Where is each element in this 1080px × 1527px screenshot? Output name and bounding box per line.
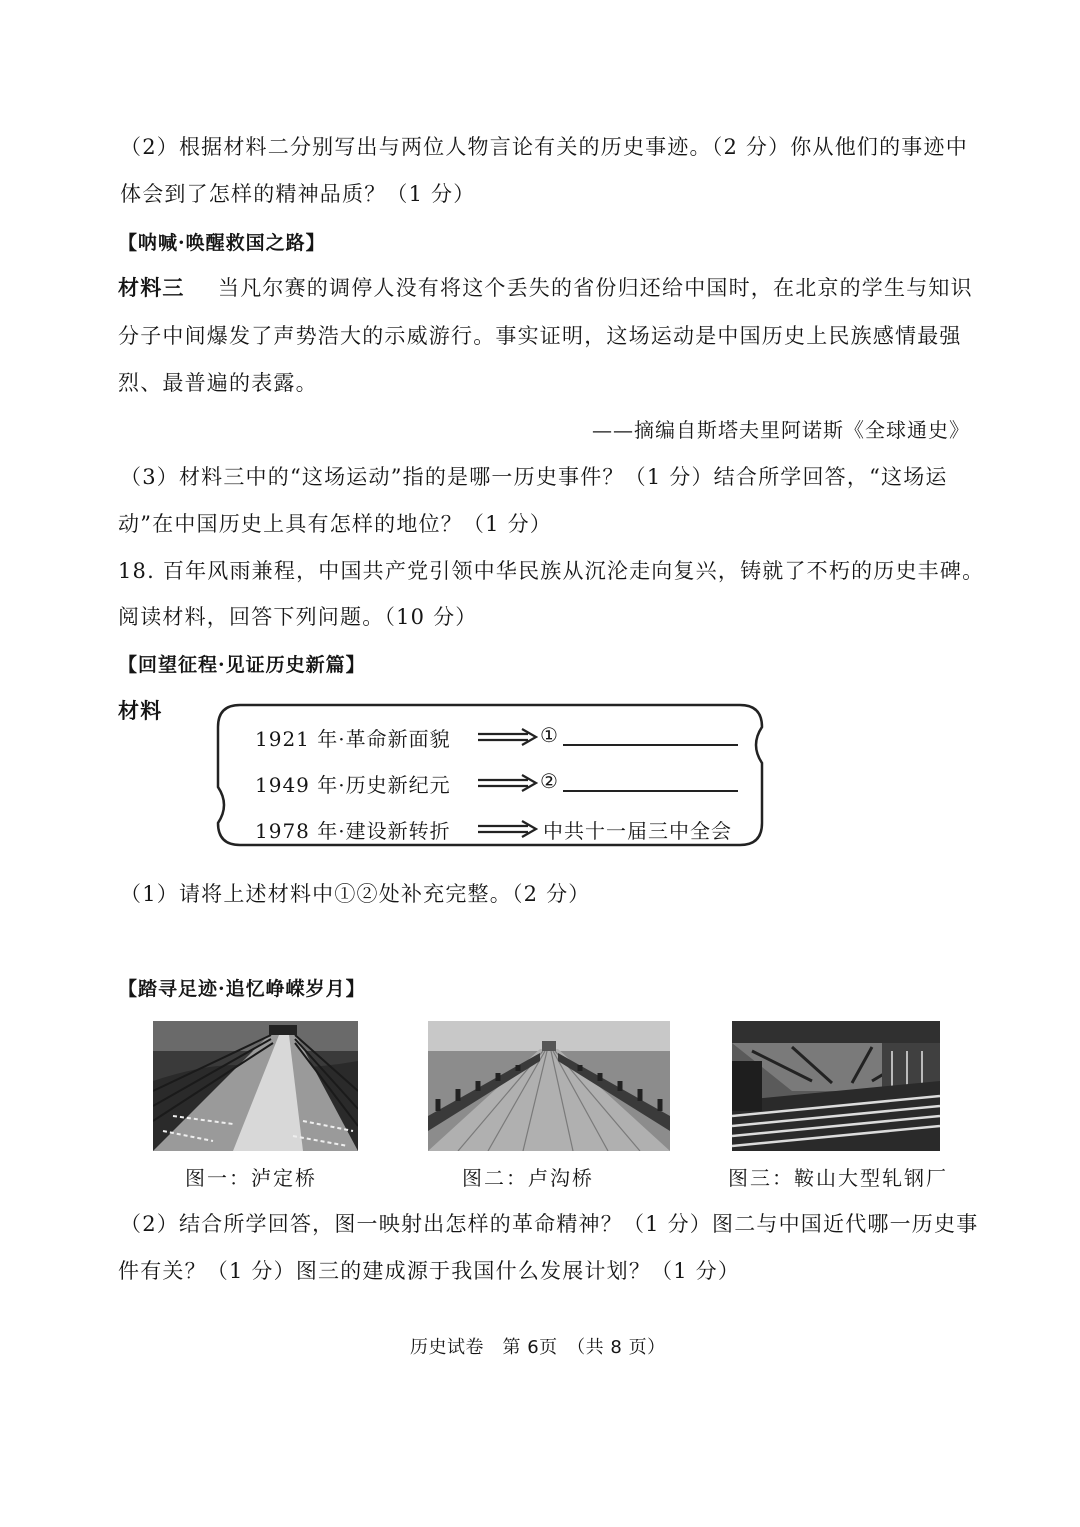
double-arrow-icon xyxy=(476,728,538,746)
answer-blank-line-1 xyxy=(563,744,738,746)
timeline-label: 1978 年·建设新转折 xyxy=(255,819,451,843)
section-title-tasun: 【踏寻足迹·追忆峥嵘岁月】 xyxy=(118,978,366,1000)
answer-blank-line-2 xyxy=(563,790,738,792)
figure3-anshan-steel-mill-photo xyxy=(732,1021,940,1151)
material-label: 材料 xyxy=(118,698,163,723)
q18-part1: （1）请将上述材料中①②处补充完整。（2 分） xyxy=(120,882,591,906)
q17-part2-line2: 体会到了怎样的精神品质？（1 分） xyxy=(120,182,476,206)
section-title-nahan: 【呐喊·唤醒救国之路】 xyxy=(118,232,326,254)
timeline-label: 1921 年·革命新面貌 xyxy=(255,727,451,751)
double-arrow-icon xyxy=(476,774,538,792)
figure2-caption: 图二：卢沟桥 xyxy=(462,1166,594,1190)
figure1-luding-bridge-photo xyxy=(153,1021,358,1151)
q18-intro-line1: 18. 百年风雨兼程，中国共产党引领中华民族从沉沦走向复兴，铸就了不朽的历史丰碑。 xyxy=(118,559,985,583)
timeline-result-blank-2: ② xyxy=(540,769,559,793)
page-footer: 历史试卷 第 6页 （共 8 页） xyxy=(410,1337,666,1358)
timeline-result-blank-1: ① xyxy=(540,723,559,747)
timeline-label: 1949 年·历史新纪元 xyxy=(255,773,451,797)
double-arrow-icon xyxy=(476,820,538,838)
q18-intro-line2: 阅读材料，回答下列问题。（10 分） xyxy=(118,605,478,629)
material3-label: 材料三 xyxy=(118,275,185,300)
section-title-huiwang: 【回望征程·见证历史新篇】 xyxy=(118,654,366,676)
q17-part2-line1: （2）根据材料二分别写出与两位人物言论有关的历史事迹。（2 分）你从他们的事迹中 xyxy=(120,135,968,159)
timeline-result-plenum: 中共十一届三中全会 xyxy=(543,819,732,843)
q18-part2-line1: （2）结合所学回答，图一映射出怎样的革命精神？（1 分）图二与中国近代哪一历史事 xyxy=(120,1212,979,1236)
figure2-lugou-bridge-photo xyxy=(428,1021,670,1151)
material3-line3: 烈、最普遍的表露。 xyxy=(118,371,318,395)
q17-part3-line2: 动”在中国历史上具有怎样的地位？（1 分） xyxy=(118,512,552,536)
figure3-caption: 图三：鞍山大型轧钢厂 xyxy=(728,1166,948,1190)
material3-line2: 分子中间爆发了声势浩大的示威游行。事实证明，这场运动是中国历史上民族感情最强 xyxy=(118,324,962,348)
q17-part3-line1: （3）材料三中的“这场运动”指的是哪一历史事件？（1 分）结合所学回答，“这场运 xyxy=(120,465,948,489)
material3-line1: 当凡尔赛的调停人没有将这个丢失的省份归还给中国时，在北京的学生与知识 xyxy=(218,276,973,300)
figure1-caption: 图一：泸定桥 xyxy=(185,1166,317,1190)
material3-source: ——摘编自斯塔夫里阿诺斯《全球通史》 xyxy=(592,418,970,442)
q18-part2-line2: 件有关？（1 分）图三的建成源于我国什么发展计划？（1 分） xyxy=(118,1259,741,1283)
